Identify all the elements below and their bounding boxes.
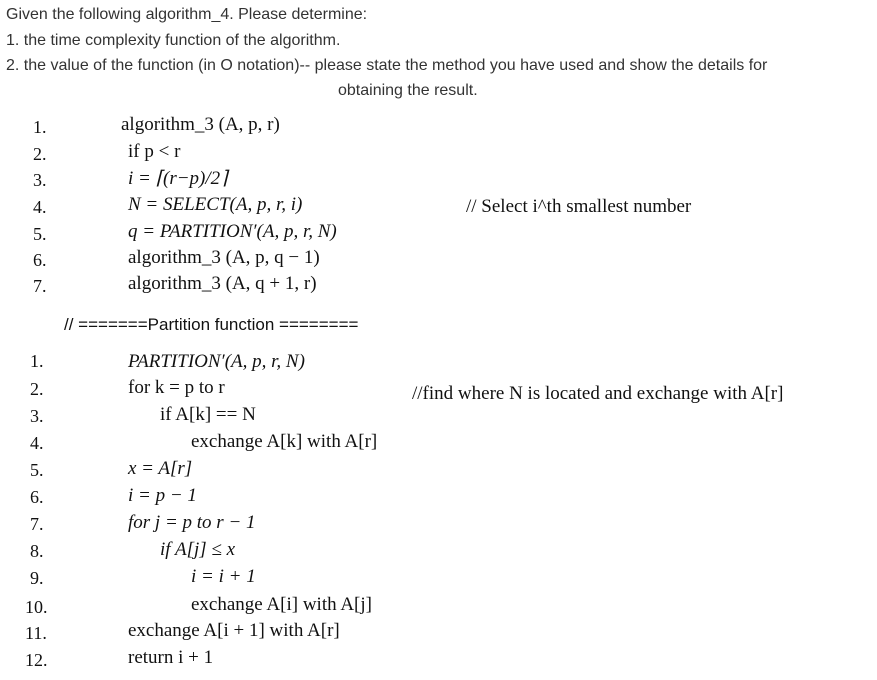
question-line-2: 1. the time complexity function of the algorithm.	[6, 32, 341, 49]
partition-line-5: x = A[r]	[128, 458, 193, 479]
algo3-line-number: 6.	[33, 250, 47, 270]
partition-line-2: for k = p to r	[128, 377, 225, 398]
partition-line-6: i = p − 1	[128, 485, 197, 506]
algo3-line-number: 2.	[33, 144, 47, 164]
partition-line-number: 4.	[30, 433, 44, 453]
partition-line-12: return i + 1	[128, 647, 214, 668]
partition-line-number: 6.	[30, 487, 44, 507]
algo3-line-7: algorithm_3 (A, q + 1, r)	[128, 273, 317, 294]
algo3-line-number: 4.	[33, 197, 47, 217]
algo3-line-2: if p < r	[128, 141, 181, 162]
algo3-line-number: 1.	[33, 117, 47, 137]
algo3-line-1: algorithm_3 (A, p, r)	[121, 114, 280, 135]
partition-line-number: 12.	[25, 650, 48, 670]
partition-line-11: exchange A[i + 1] with A[r]	[128, 620, 340, 641]
algo3-comment: // Select i^th smallest number	[466, 196, 692, 217]
algo3-line-4: N = SELECT(A, p, r, i)	[128, 194, 303, 215]
partition-separator: // =======Partition function ========	[64, 315, 359, 334]
partition-line-number: 8.	[30, 541, 44, 561]
partition-line-number: 5.	[30, 460, 44, 480]
algo3-line-number: 5.	[33, 224, 47, 244]
partition-line-10: exchange A[i] with A[j]	[191, 594, 372, 615]
partition-line-number: 11.	[25, 623, 47, 643]
question-line-1: Given the following algorithm_4. Please determine:	[6, 6, 368, 23]
partition-line-7: for j = p to r − 1	[128, 512, 256, 533]
question-line-4: obtaining the result.	[338, 82, 478, 99]
algo3-line-5: q = PARTITION′(A, p, r, N)	[128, 221, 337, 242]
partition-line-1: PARTITION′(A, p, r, N)	[128, 351, 305, 372]
partition-line-number: 9.	[30, 568, 44, 588]
partition-comment: //find where N is located and exchange with A[r]	[412, 383, 784, 404]
partition-line-4: exchange A[k] with A[r]	[191, 431, 378, 452]
partition-line-8: if A[j] ≤ x	[160, 539, 235, 560]
partition-line-number: 3.	[30, 406, 44, 426]
partition-line-9: i = i + 1	[191, 566, 256, 587]
question-line-3: 2. the value of the function (in O notation)-- please state the method you have used and show the details for	[6, 57, 768, 74]
partition-line-number: 10.	[25, 597, 48, 617]
partition-line-3: if A[k] == N	[160, 404, 256, 425]
partition-line-number: 7.	[30, 514, 44, 534]
algo3-line-3: i = ⌈(r−p)/2⌉	[128, 168, 228, 189]
algo3-line-number: 3.	[33, 170, 47, 190]
partition-line-number: 1.	[30, 351, 44, 371]
algo3-line-6: algorithm_3 (A, p, q − 1)	[128, 247, 320, 268]
algo3-line-number: 7.	[33, 276, 47, 296]
partition-line-number: 2.	[30, 379, 44, 399]
